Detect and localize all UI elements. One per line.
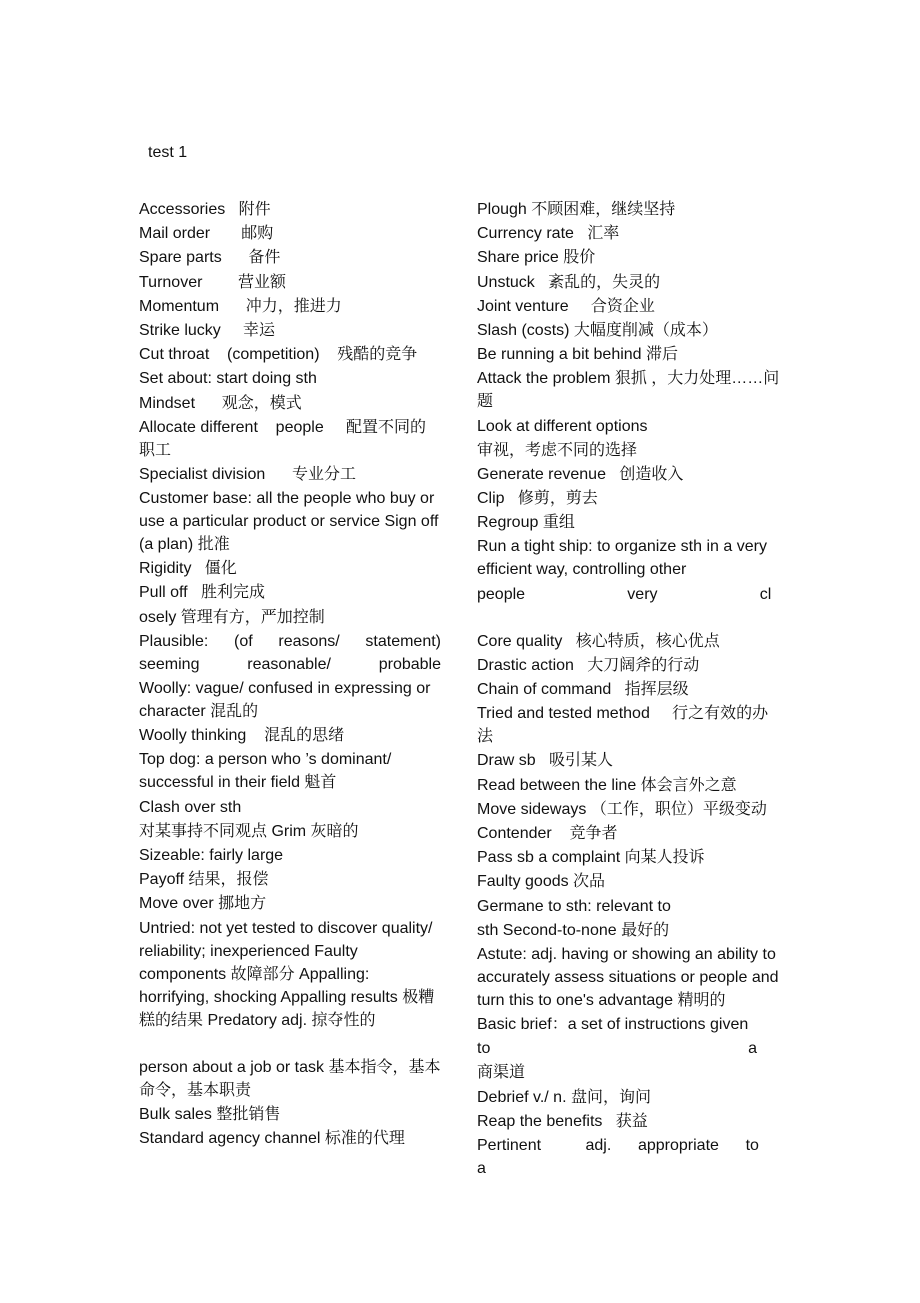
vocab-entry: Pertinent adj. appropriate to a: [477, 1137, 786, 1177]
vocab-entry: Astute: adj. having or showing an ability to accurately assess situations or people and turn this to one's advantage 精明的: [477, 945, 783, 1009]
vocab-entry: Tried and tested method 行之有效的办法: [477, 705, 769, 746]
vocab-entry: osely 管理有方，严加控制: [139, 608, 325, 626]
vocab-entry: person about a job or task 基本指令，基本命令，基本职责: [139, 1058, 441, 1099]
vocab-entry: Run a tight ship: to organize sth in a very efficient way, controlling other: [477, 538, 772, 579]
vocab-entry: Look at different options: [477, 417, 648, 435]
vocab-entry: Untried: not yet tested to discover quality/ reliability; inexperienced Faulty components 故障部分 Appalling: horrifying, shocking Appalling results 极糟糕的结果 Predatory adj. 掠夺性的: [139, 919, 437, 1029]
vocab-entry: Joint venture 合资企业: [477, 297, 655, 315]
vocab-entry: Payoff 结果，报偿: [139, 871, 269, 889]
vocab-entry: Plausible: (of reasons/ statement) seeming reasonable/ probable: [139, 632, 446, 673]
vocab-entry: Generate revenue 创造收入: [477, 465, 684, 483]
vocab-entry: Unstuck 紊乱的，失灵的: [477, 273, 661, 291]
vocab-entry: Share price 股价: [477, 249, 596, 267]
vocab-entry: Pass sb a complaint 向某人投诉: [477, 849, 705, 867]
page-title: test 1: [148, 144, 188, 161]
vocab-entry: Woolly: vague/ confused in expressing or character 混乱的: [139, 680, 435, 720]
vocab-entry: Mindset 观念，模式: [139, 394, 302, 412]
vocab-entry: Strike lucky 幸运: [139, 321, 276, 339]
vocab-entry: Germane to sth: relevant to: [477, 897, 671, 915]
vocab-entry: Momentum 冲力，推进力: [139, 297, 342, 315]
vocab-entry: Rigidity 僵化: [139, 560, 237, 578]
vocab-entry: Specialist division 专业分工: [139, 465, 356, 483]
vocab-entry: Currency rate 汇率: [477, 225, 620, 243]
vocab-entry: sth Second-to-none 最好的: [477, 921, 670, 939]
vocab-entry: Mail order 邮购: [139, 225, 274, 243]
vocab-entry: Move sideways （工作，职位）平级变动: [477, 800, 767, 818]
vocab-entry: Slash (costs) 大幅度削减（成本）: [477, 321, 718, 339]
vocab-entry: Clip 修剪，剪去: [477, 490, 598, 508]
vocab-entry: Standard agency channel 标准的代理: [139, 1129, 405, 1147]
vocab-entry: Turnover 营业额: [139, 273, 286, 291]
vocabulary-column-left: [139, 198, 446, 1151]
vocab-entry: Move over 挪地方: [139, 895, 267, 913]
vocab-entry: 审视，考虑不同的选择: [477, 441, 638, 459]
vocab-entry: Reap the benefits 获益: [477, 1112, 648, 1130]
vocab-entry: Allocate different people 配置不同的职工: [139, 418, 426, 459]
vocab-entry: Woolly thinking 混乱的思绪: [139, 727, 345, 745]
vocab-entry: Contender 竞争者: [477, 824, 618, 842]
vocab-entry: Pull off 胜利完成: [139, 584, 265, 602]
vocab-entry: 对某事持不同观点 Grim 灰暗的: [139, 822, 359, 840]
vocab-entry: people very cl: [477, 585, 772, 603]
vocab-entry: to a: [477, 1040, 758, 1058]
vocab-entry: Set about: start doing sth: [139, 370, 317, 388]
vocab-entry: Attack the problem 狠抓 ，大力处理……问题: [477, 370, 780, 411]
vocab-entry: Regroup 重组: [477, 514, 575, 532]
vocab-entry: Sizeable: fairly large: [139, 846, 284, 864]
vocab-entry: Customer base: all the people who buy or use a particular product or service Sign off (a plan) 批准: [139, 490, 443, 554]
vocab-entry: Faulty goods 次品: [477, 873, 606, 891]
vocab-entry: Clash over sth: [139, 798, 242, 816]
vocab-entry: Cut throat (competition) 残酷的竞争: [139, 346, 418, 364]
vocab-entry: 商渠道: [477, 1064, 526, 1082]
vocab-entry: Spare parts 备件: [139, 249, 281, 267]
vocab-entry: Read between the line 体会言外之意: [477, 776, 737, 794]
vocab-entry: Debrief v./ n. 盘问，询问: [477, 1088, 651, 1106]
vocab-entry: Basic brief：a set of instructions given: [477, 1016, 749, 1034]
vocab-entry: Draw sb 吸引某人: [477, 752, 614, 770]
vocab-entry: Chain of command 指挥层级: [477, 681, 689, 698]
vocab-entry: Accessories 附件: [139, 201, 271, 218]
vocab-entry: Drastic action 大刀阔斧的行动: [477, 656, 700, 674]
vocab-entry: Plough 不顾困难，继续坚持: [477, 201, 676, 218]
vocab-entry: Top dog: a person who ’s dominant/ successful in their field 魁首: [139, 751, 396, 792]
vocab-entry: Core quality 核心特质，核心优点: [477, 632, 720, 650]
vocab-entry: Be running a bit behind 滞后: [477, 346, 679, 364]
vocab-entry: Bulk sales 整批销售: [139, 1105, 281, 1123]
vocabulary-column-right: [477, 198, 786, 1181]
